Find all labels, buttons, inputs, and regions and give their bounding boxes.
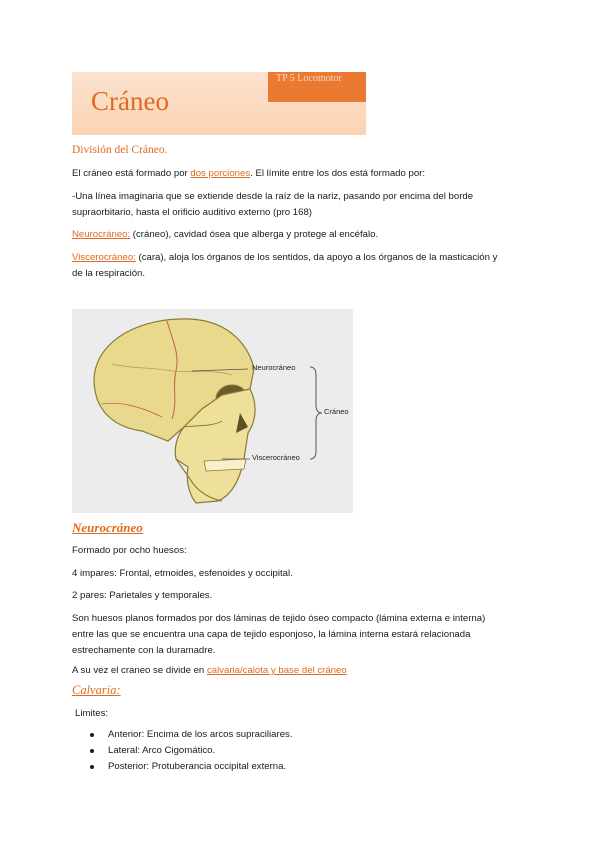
text: (cráneo), cavidad ósea que alberga y protege al encéfalo.: [130, 229, 379, 240]
paragraph-porciones: [72, 166, 425, 182]
paragraph-limite-line2: supraorbitario, hasta el orificio auditivo externo (pro 168): [72, 207, 312, 218]
section-heading-neurocraneo: Neurocráneo: [72, 520, 143, 535]
section-heading-division: División del Cráneo.: [72, 144, 168, 156]
text: A su vez el craneo se divide en: [72, 665, 207, 676]
link-calvaria-base[interactable]: calvaria/calota y base del cráneo: [206, 665, 347, 676]
term-viscerocraneo: Viscerocráneo:: [72, 252, 136, 263]
text-impares: 4 impares: Frontal, etmoides, esfenoides y occipital.: [72, 568, 293, 579]
paragraph-laminas-line1: Son huesos planos formados por dos láminas de tejido óseo compacto (lámina externa e interna): [72, 613, 486, 624]
list-item-posterior: Posterior: Protuberancia occipital externa.: [108, 761, 287, 772]
text: . El límite entre los dos está formado por:: [250, 168, 426, 179]
course-tag: [268, 72, 366, 102]
bullet-dot: [90, 733, 94, 737]
list-item-anterior: Anterior: Encima de los arcos supraciliares.: [108, 729, 293, 740]
page-title: Cráneo: [91, 86, 169, 116]
paragraph-limite-line1: -Una línea imaginaria que se extiende desde la raíz de la nariz, pasando por encima del borde: [72, 191, 474, 202]
text: (cara), aloja los órganos de los sentidos, da apoyo a los órganos de la masticación y: [135, 252, 498, 263]
paragraph-viscerocraneo-line1: [72, 250, 497, 266]
text-ocho-huesos: Formado por ocho huesos:: [72, 545, 187, 556]
figure-label-viscerocraneo: Viscerocráneo: [252, 453, 300, 462]
paragraph-division: [72, 663, 347, 679]
course-tag-label: TP 5 Locomotor: [276, 73, 342, 84]
skull-figure: [72, 309, 353, 513]
list-item-lateral: Lateral: Arco Cigomático.: [108, 745, 216, 756]
paragraph-neurocraneo: [72, 227, 378, 243]
link-dos-porciones[interactable]: dos porciones: [190, 168, 251, 179]
paragraph-viscerocraneo-line2: de la respiración.: [72, 268, 146, 279]
figure-label-craneo: Cráneo: [324, 407, 349, 416]
text-limites: Limites:: [75, 708, 109, 719]
paragraph-laminas-line2: entre las que se encuentra una capa de tejido esponjoso, la lámina interna estará relacionada: [72, 629, 471, 640]
text-pares: 2 pares: Parietales y temporales.: [72, 590, 213, 601]
text: El cráneo está formado por: [72, 168, 191, 179]
bullet-dot: [90, 749, 94, 753]
skull-illustration: [72, 309, 353, 513]
section-heading-calvaria: Calvaria:: [72, 683, 121, 697]
paragraph-laminas-line3: estrechamente con la duramadre.: [72, 645, 216, 656]
bullet-dot: [90, 765, 94, 769]
figure-label-neurocraneo: Neurocráneo: [252, 363, 296, 372]
teeth: [204, 459, 246, 471]
cranium-bracket: [310, 367, 322, 459]
term-neurocraneo: Neurocráneo:: [72, 229, 131, 240]
